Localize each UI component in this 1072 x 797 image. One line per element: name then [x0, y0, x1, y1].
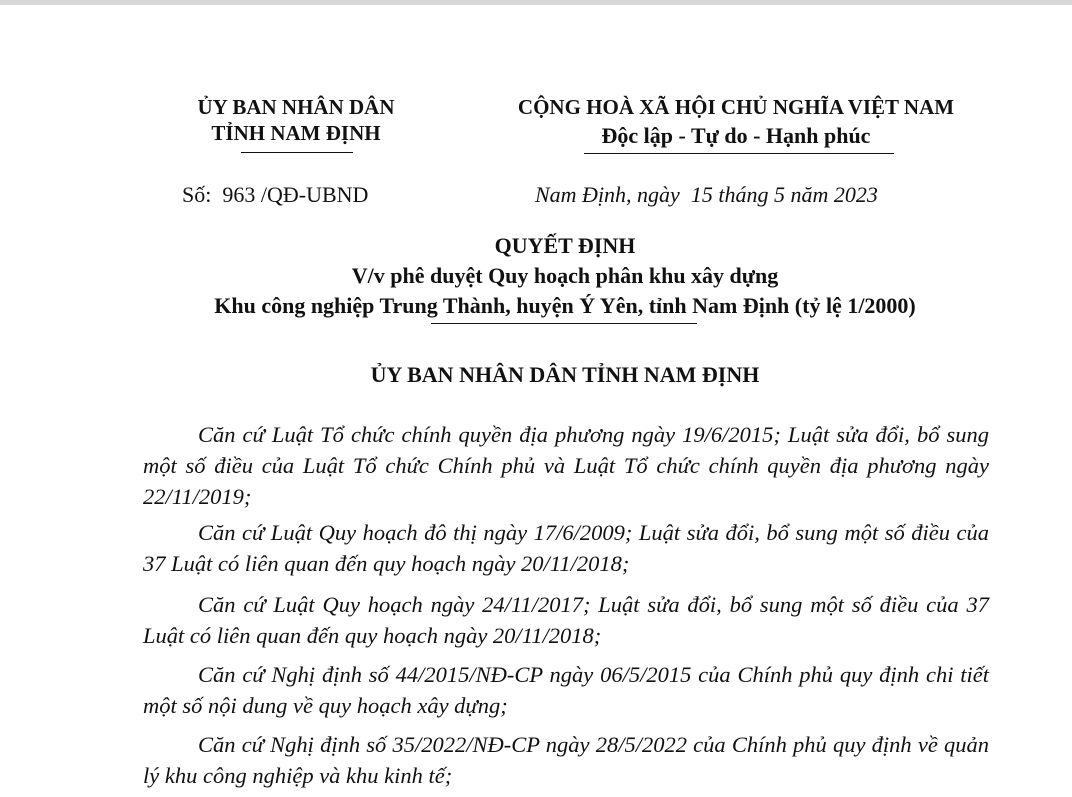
motto-underline: [584, 153, 894, 154]
issuing-authority: ỦY BAN NHÂN DÂN TỈNH NAM ĐỊNH: [370, 362, 760, 387]
document-number: [182, 182, 368, 208]
subject-line-2: Khu công nghiệp Trung Thành, huyện Ý Yên, tỉnh Nam Định (tỷ lệ 1/2000): [214, 293, 916, 318]
legal-basis-paragraph: Căn cứ Luật Quy hoạch ngày 24/11/2017; Luật sửa đổi, bổ sung một số điều của 37 Luật có liên quan đến quy hoạch ngày 20/11/2018;: [143, 592, 989, 648]
place-date-prefix: Nam Định, ngày: [535, 182, 680, 207]
title-underline: [431, 323, 697, 324]
place-date: [535, 182, 878, 208]
agency-underline: [241, 152, 353, 153]
subject-line-1: V/v phê duyệt Quy hoạch phân khu xây dựng: [351, 263, 779, 288]
legal-basis-paragraph: Căn cứ Luật Quy hoạch đô thị ngày 17/6/2009; Luật sửa đổi, bổ sung một số điều của 37 Luật có liên quan đến quy hoạch ngày 20/11/2018;: [143, 520, 989, 576]
legal-basis-paragraph: Căn cứ Nghị định số 44/2015/NĐ-CP ngày 06/5/2015 của Chính phủ quy định chi tiết một số nội dung về quy hoạch xây dựng;: [143, 662, 989, 718]
document-type: QUYẾT ĐỊNH: [494, 233, 636, 258]
number-suffix: /QĐ-UBND: [260, 182, 369, 207]
number-value: 963: [222, 182, 256, 207]
date-value: 15 tháng 5 năm 2023: [690, 182, 878, 207]
agency-line-1: ỦY BAN NHÂN DÂN: [197, 95, 395, 119]
legal-basis-paragraph: Căn cứ Luật Tổ chức chính quyền địa phương ngày 19/6/2015; Luật sửa đổi, bổ sung một số điều của Luật Tổ chức Chính phủ và Luật Tổ chức chính quyền địa phương ngày 22/11/2019;: [143, 422, 989, 509]
legal-basis-paragraph: Căn cứ Nghị định số 35/2022/NĐ-CP ngày 28/5/2022 của Chính phủ quy định về quản lý khu công nghiệp và khu kinh tế;: [143, 732, 989, 788]
nation-motto: Độc lập - Tự do - Hạnh phúc: [601, 123, 871, 148]
number-label: Số:: [182, 182, 212, 207]
agency-line-2: TỈNH NAM ĐỊNH: [211, 121, 381, 145]
nation-title: CỘNG HOÀ XÃ HỘI CHỦ NGHĨA VIỆT NAM: [517, 95, 955, 119]
